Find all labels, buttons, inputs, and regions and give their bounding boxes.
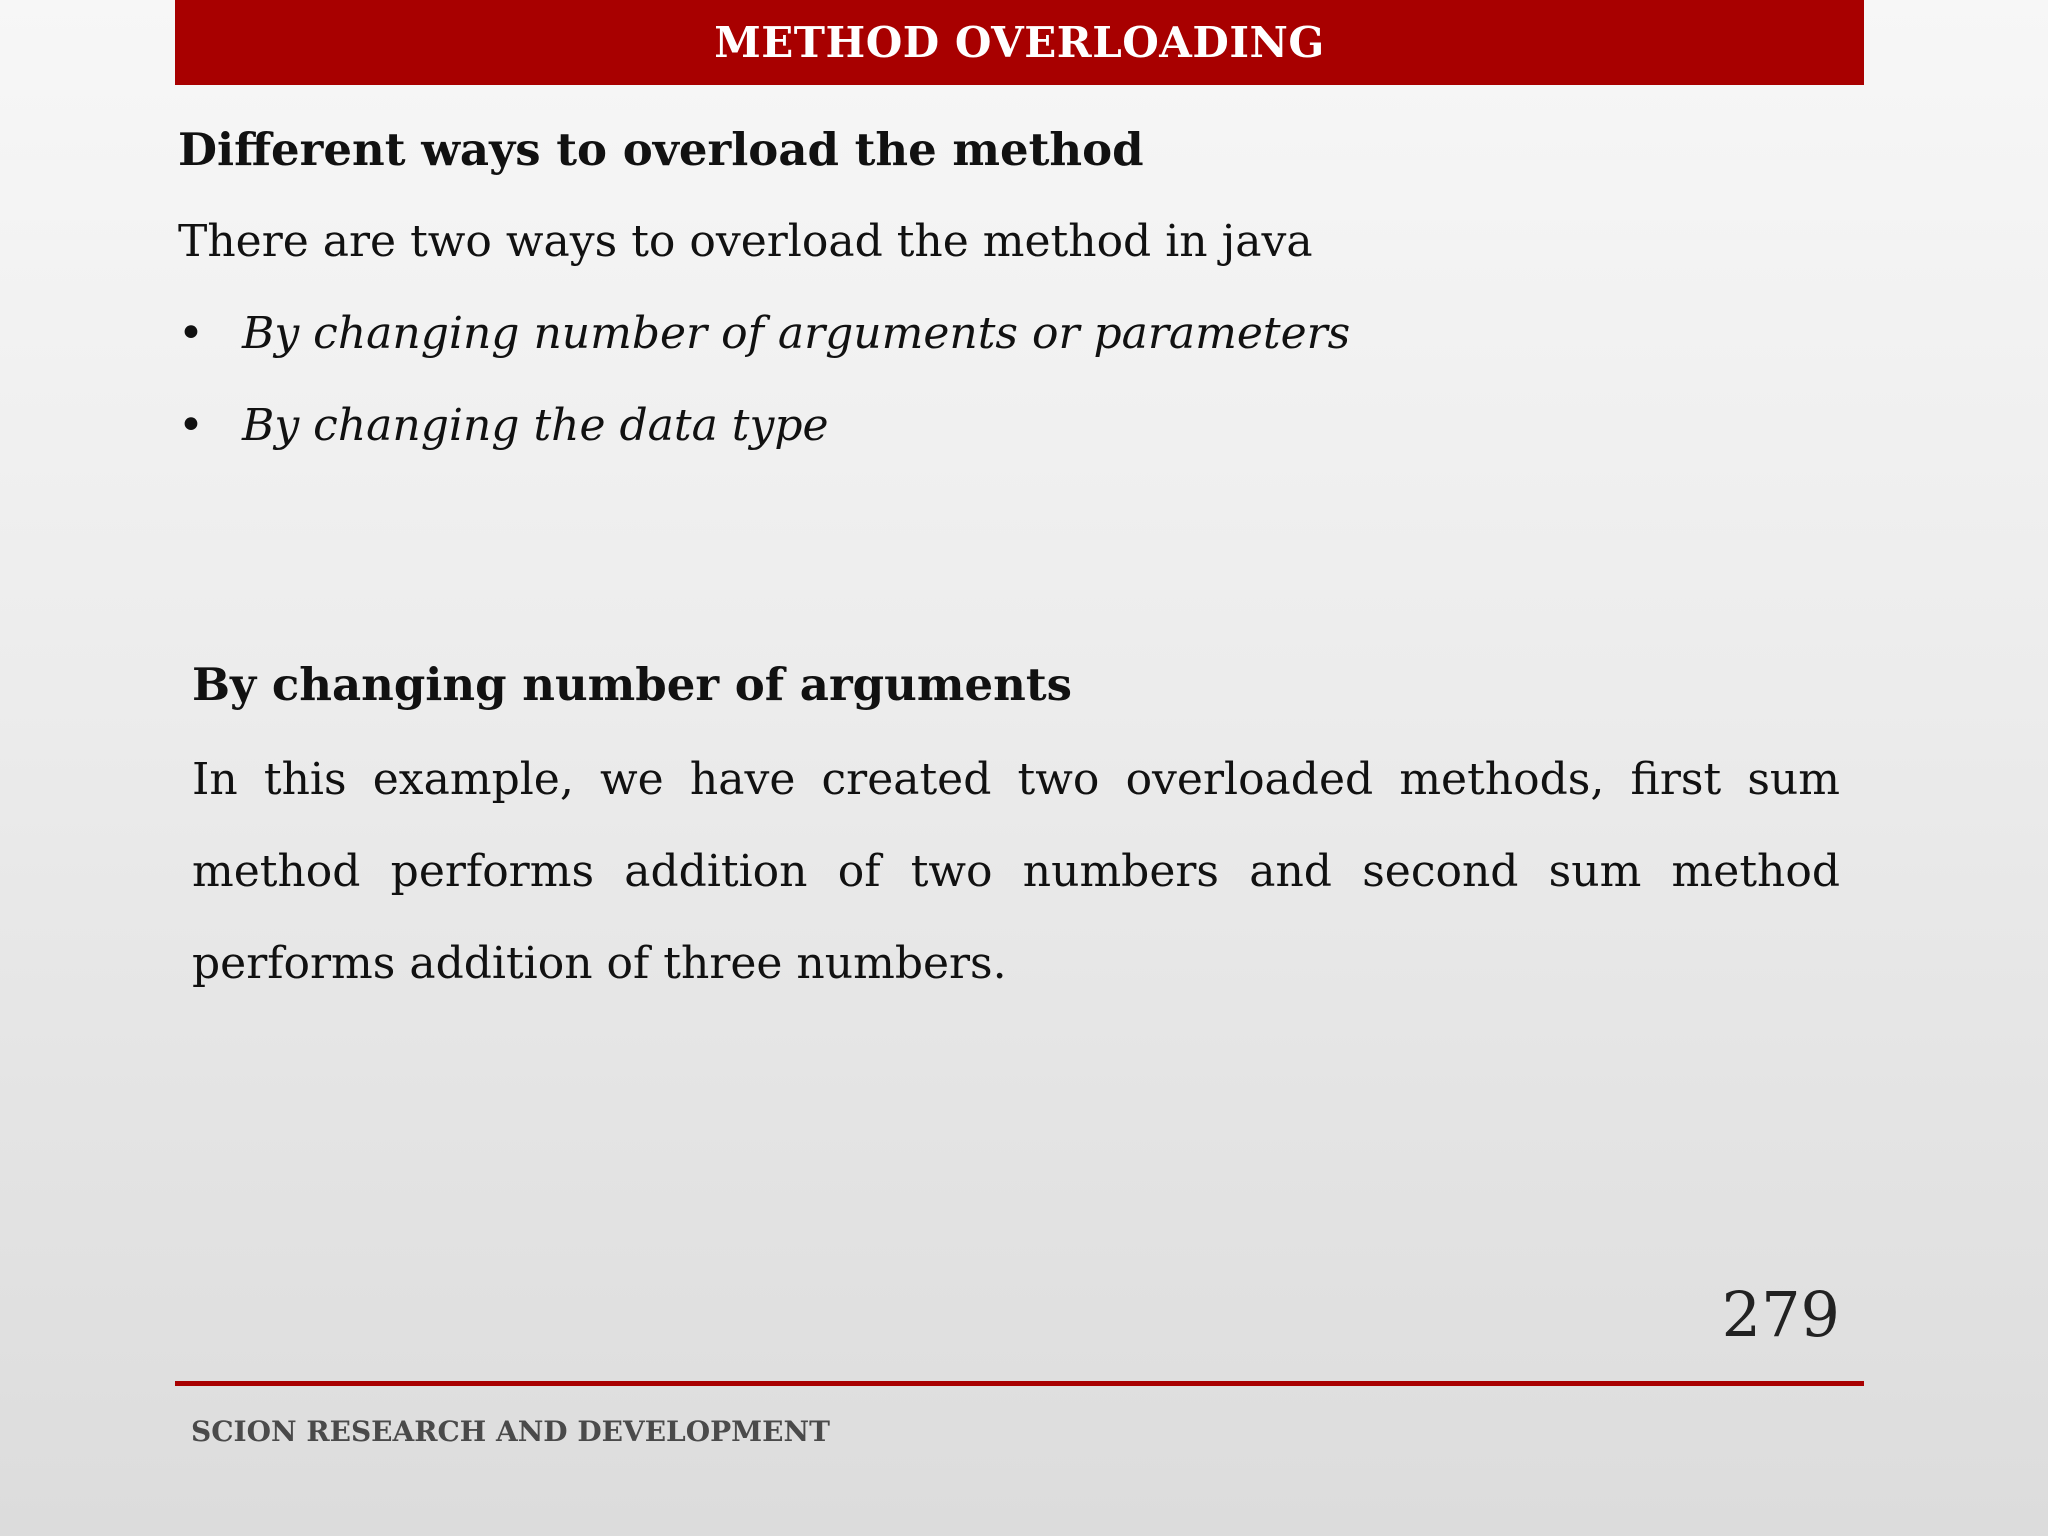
bullet-text: By changing number of arguments or parameters xyxy=(242,308,1351,359)
footer-divider xyxy=(175,1381,1864,1386)
slide-title-bar xyxy=(175,0,1864,85)
intro-text: There are two ways to overload the method in java xyxy=(178,216,1313,267)
bullet-item xyxy=(178,308,1350,359)
section-heading-arguments: By changing number of arguments xyxy=(192,658,1072,711)
footer-text: SCION RESEARCH AND DEVELOPMENT xyxy=(191,1415,830,1448)
page-number: 279 xyxy=(1721,1278,1840,1351)
slide-title: METHOD OVERLOADING xyxy=(714,18,1325,67)
example-paragraph: In this example, we have created two overloaded methods, first sum method performs addition of two numbers and second sum method performs addition of three numbers. xyxy=(192,754,1840,989)
bullet-item xyxy=(178,400,829,451)
bullet-icon: • xyxy=(178,400,204,451)
section-heading-ways: Different ways to overload the method xyxy=(178,123,1144,176)
bullet-text: By changing the data type xyxy=(242,400,829,451)
bullet-icon: • xyxy=(178,308,204,359)
